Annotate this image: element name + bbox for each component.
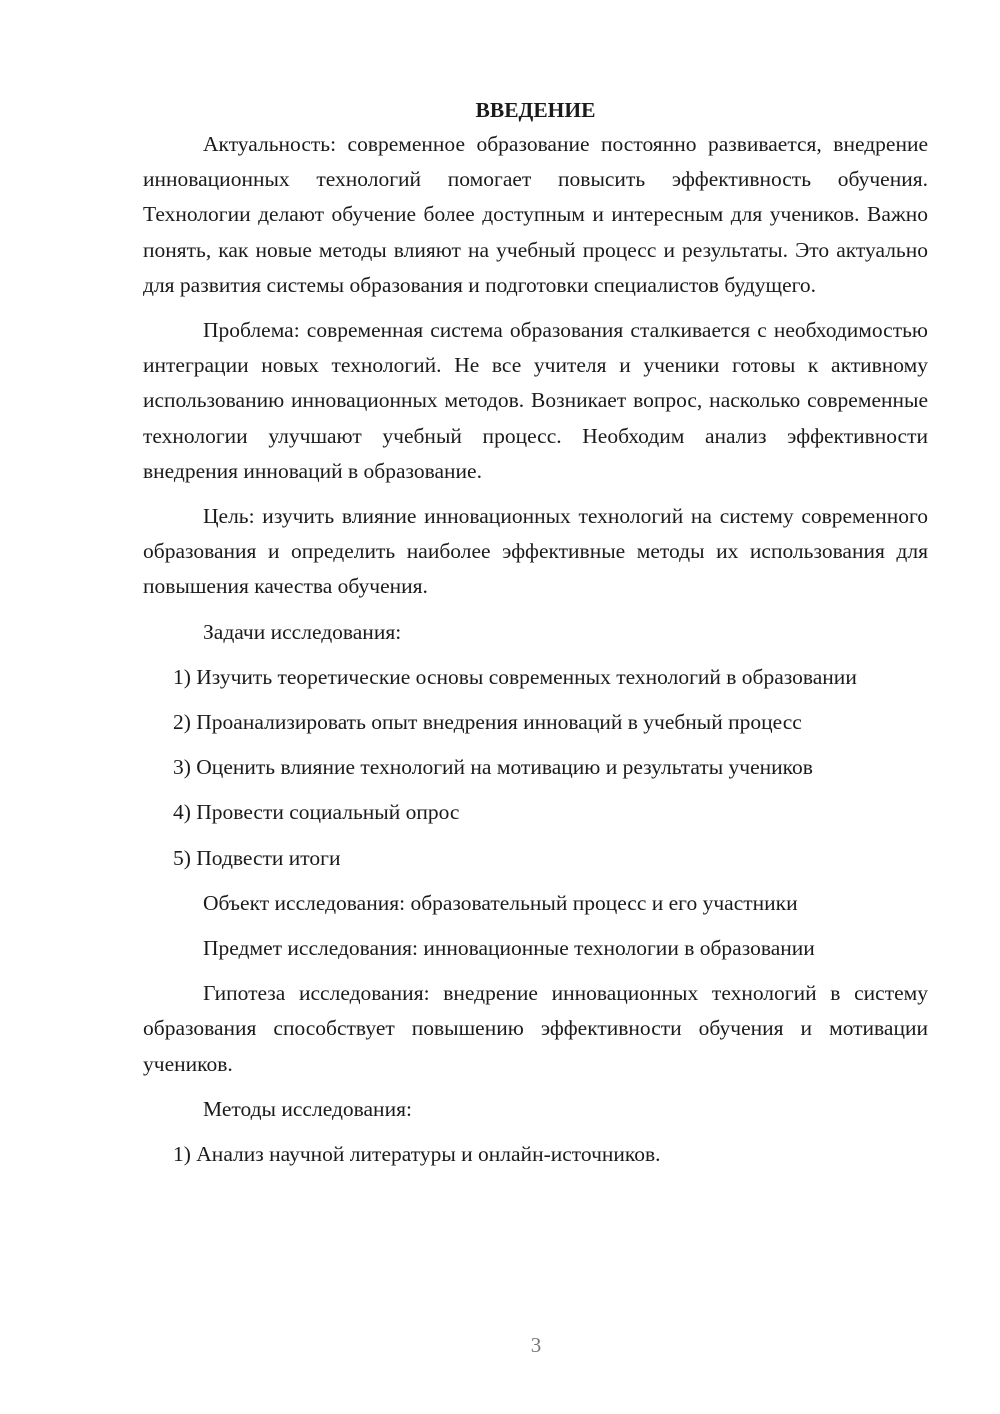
hypothesis-paragraph: Гипотеза исследования: внедрение инновационных технологий в систему образования способствует повышению эффективности обучения и мотивации учеников. bbox=[143, 981, 928, 1076]
problem-paragraph: Проблема: современная система образования сталкивается с необходимостью интеграции новых технологий. Не все учителя и ученики готовы к активному использованию инновационных методов. Возникает вопрос, насколько современные технологии улучшают учебный процесс. Необходим анализ эффективности внедрения инноваций в образование. bbox=[143, 318, 928, 483]
goal-paragraph: Цель: изучить влияние инновационных технологий на систему современного образования и определить наиболее эффективные методы их использования для повышения качества обучения. bbox=[143, 504, 928, 599]
document-body bbox=[143, 94, 928, 1182]
section-title: ВВЕДЕНИЕ bbox=[475, 98, 596, 122]
methods-heading: Методы исследования: bbox=[203, 1096, 412, 1121]
task-item-4: 4) Провести социальный опрос bbox=[173, 800, 460, 825]
task-item-1: 1) Изучить теоретические основы современных технологий в образовании bbox=[173, 664, 857, 689]
task-item-5: 5) Подвести итоги bbox=[173, 845, 341, 870]
relevance-paragraph: Актуальность: современное образование постоянно развивается, внедрение инновационных технологий помогает повысить эффективность обучения. Технологии делают обучение более доступным и интересным для учеников. Важно понять, как новые методы влияют на учебный процесс и результаты. Это актуально для развития системы образования и подготовки специалистов будущего. bbox=[143, 132, 928, 297]
object-paragraph: Объект исследования: образовательный процесс и его участники bbox=[203, 890, 798, 915]
method-item-1: 1) Анализ научной литературы и онлайн-источников. bbox=[173, 1142, 661, 1167]
task-item-2: 2) Проанализировать опыт внедрения инноваций в учебный процесс bbox=[173, 710, 802, 735]
page-number: 3 bbox=[530, 1333, 542, 1357]
subject-paragraph: Предмет исследования: инновационные технологии в образовании bbox=[203, 936, 815, 961]
tasks-heading: Задачи исследования: bbox=[203, 619, 402, 644]
task-item-3: 3) Оценить влияние технологий на мотивацию и результаты учеников bbox=[173, 755, 813, 780]
